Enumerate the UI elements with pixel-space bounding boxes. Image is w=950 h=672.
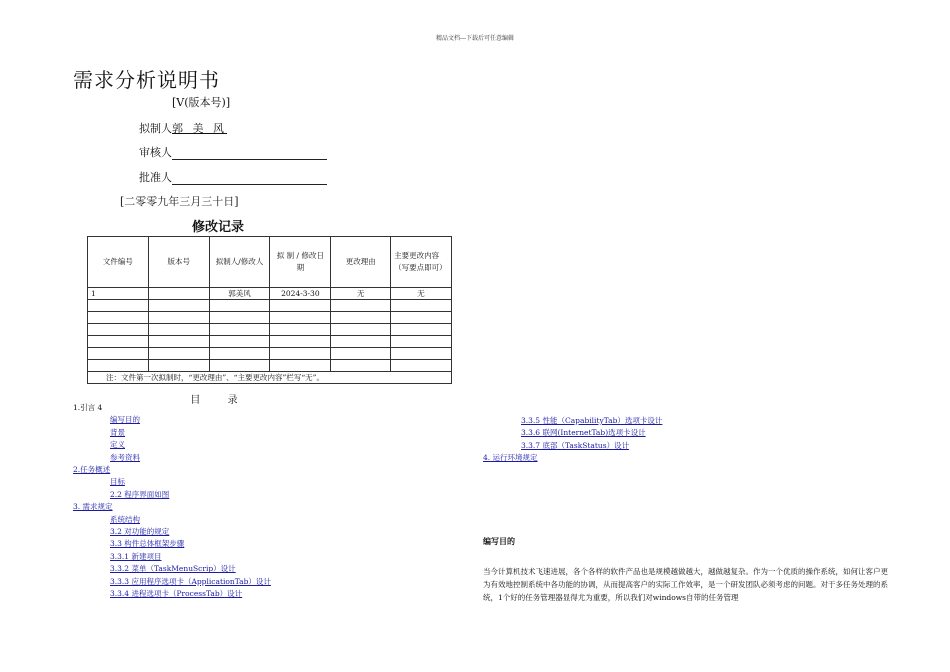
toc-link[interactable]: 3.3.5 性能（CapabilityTab）选项卡设计 [521,416,663,425]
revision-header-row [88,237,452,288]
table-cell [270,312,331,324]
table-cell [88,348,149,360]
toc-title: 目 录 [190,395,250,406]
toc-link[interactable]: 3.3.6 联网(InternetTab)选项卡设计 [521,428,646,438]
toc-text: 1.引言 4 [73,403,103,412]
toc-link[interactable]: 参考资料 [110,452,140,462]
toc-entry[interactable] [73,452,271,464]
table-cell [148,324,209,336]
col-header-file-no: 文件编号 [88,237,149,288]
col-header-reason: 更改理由 [331,237,391,288]
approver-field [139,169,327,185]
toc-link[interactable]: 4. 运行环境规定 [483,453,538,463]
table-cell [209,348,270,360]
approver-label: 批准人 [139,171,172,184]
table-cell [148,336,209,348]
table-cell [331,324,391,336]
table-cell [270,324,331,336]
table-cell [88,324,149,336]
table-row [88,324,452,336]
section-body-text: 当今计算机技术飞速进展，各个各样的软件产品也是规模越做越大，越做越复杂。作为一个优质的操作系统，如何让客户更为有效地控制系统中各功能的协调，从而提高客户的实际工作效率，是一个研发团队必须考虑的问题。对于多任务处理的系统，1个好的任务管理器显得尤为重要，所以我们对windows自带的任务管理 [483,567,888,602]
toc-link[interactable]: 3.3.2 菜单（TaskMenuScrip）设计 [110,564,236,574]
page-header-note: 精品文档---下载后可任意编辑 [435,35,515,42]
drafter-label: 拟制人 [139,122,172,135]
table-cell [331,360,391,372]
col-header-content: 主要更改内容（写要点即可） [391,237,452,288]
table-cell [391,300,452,312]
version-label: [V(版本号)] [172,96,231,109]
section-heading: 编写目的 [483,537,515,546]
table-cell [88,360,149,372]
reviewer-blank-line [172,147,327,160]
drafter-field [139,120,227,136]
toc-entry[interactable] [73,427,271,439]
table-cell [209,360,270,372]
table-row [88,288,452,300]
toc-link[interactable]: 3. 需求规定 [73,502,113,512]
table-cell [391,336,452,348]
toc-link[interactable]: 3.3 构件总体框架步骤 [110,539,185,549]
toc-link[interactable]: 定义 [110,440,125,450]
table-cell [209,312,270,324]
table-cell [148,360,209,372]
table-cell [209,336,270,348]
toc-entry[interactable] [73,501,271,513]
toc-link[interactable]: 背景 [110,427,125,437]
table-cell [331,336,391,348]
toc-link[interactable]: 3.3.1 新建项目 [110,551,162,561]
table-cell [148,312,209,324]
reviewer-label: 审核人 [139,146,172,159]
table-row [88,336,452,348]
table-note: 注：文件第一次拟制时，“更改理由”、“主要更改内容”栏写“无”。 [88,372,452,384]
toc-entry[interactable] [483,427,662,439]
table-row [88,312,452,324]
table-cell: 1 [88,288,149,300]
toc-link[interactable]: 3.3.7 底部（TaskStatus）设计 [521,440,630,450]
table-cell [331,348,391,360]
toc-entry[interactable] [73,439,271,451]
table-cell [209,324,270,336]
table-cell [270,360,331,372]
table-cell [331,312,391,324]
table-cell [209,300,270,312]
toc-link[interactable]: 编写目的 [110,415,140,425]
toc-entry [73,402,271,414]
table-cell [391,312,452,324]
table-cell: 郭美风 [209,288,270,300]
col-header-version: 版本号 [148,237,209,288]
toc-entry[interactable] [73,476,271,488]
toc-right-column [483,415,662,465]
toc-entry[interactable] [73,538,271,550]
toc-entry[interactable] [483,415,662,427]
table-row [88,360,452,372]
table-cell: 无 [391,288,452,300]
toc-link[interactable]: 系统结构 [110,514,140,524]
table-row [88,300,452,312]
toc-entry[interactable] [483,452,662,464]
table-cell: 2024-3-30 [270,288,331,300]
reviewer-field [139,144,327,160]
toc-entry[interactable] [73,514,271,526]
toc-link[interactable]: 2.2 程序界面如图 [110,489,170,499]
toc-link[interactable]: 目标 [110,477,125,487]
table-cell [88,312,149,324]
table-cell [331,300,391,312]
table-cell [148,348,209,360]
toc-entry[interactable] [73,526,271,538]
toc-link[interactable]: 3.3.3 应用程序选项卡（ApplicationTab）设计 [110,576,271,586]
table-cell [148,288,209,300]
col-header-date: 拟 制 / 修改日期 [270,237,331,288]
table-cell [391,348,452,360]
toc-entry[interactable] [73,588,271,600]
revision-record-title: 修改记录 [191,220,244,235]
table-cell: 无 [331,288,391,300]
toc-entry[interactable] [483,440,662,452]
table-cell [148,300,209,312]
toc-entry[interactable] [73,489,271,501]
table-row [88,348,452,360]
document-date: [二零零九年三月三十日] [120,195,239,208]
table-cell [391,360,452,372]
table-cell [88,300,149,312]
toc-entry[interactable] [73,576,271,588]
toc-link[interactable]: 3.2 对功能的规定 [110,527,170,537]
drafter-name: 郭 美 风 [172,122,227,135]
toc-link[interactable]: 3.3.4 进程选项卡（ProcessTab）设计 [110,589,243,599]
table-cell [391,324,452,336]
table-cell [270,348,331,360]
col-header-author: 拟制人/修改人 [209,237,270,288]
table-cell [270,300,331,312]
document-title: 需求分析说明书 [73,68,220,92]
approver-blank-line [172,172,327,185]
table-note-row [88,372,452,384]
toc-entry[interactable] [73,414,271,426]
toc-link[interactable]: 2.任务概述 [73,465,111,475]
toc-entry[interactable] [73,563,271,575]
toc-entry[interactable] [73,551,271,563]
toc-left-column [73,402,271,601]
table-cell [270,336,331,348]
toc-entry[interactable] [73,464,271,476]
revision-table [87,236,452,384]
table-cell [88,336,149,348]
